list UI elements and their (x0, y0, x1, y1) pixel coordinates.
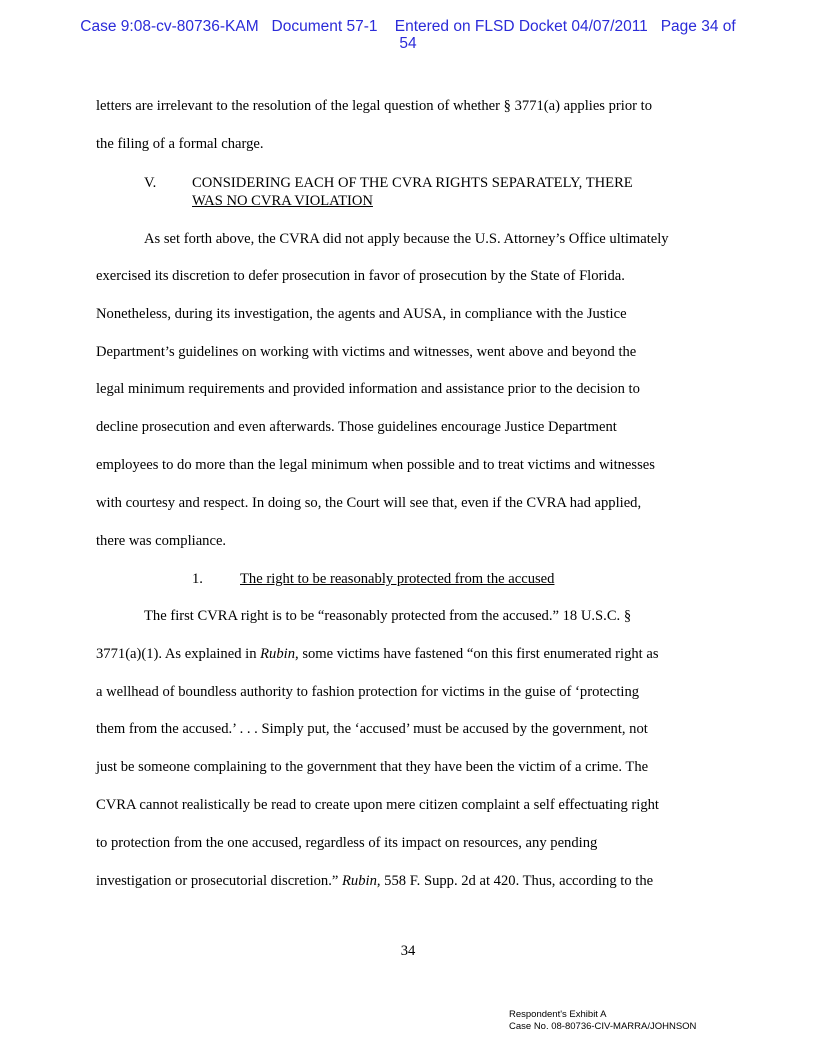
body-line: a wellhead of boundless authority to fashion protection for victims in the guise of ‘protecting (96, 684, 640, 700)
body-line: employees to do more than the legal minimum when possible and to treat victims and witnesses (96, 457, 655, 473)
docket-header (0, 18, 816, 52)
body-line: to protection from the one accused, regardless of its impact on resources, any pending (96, 835, 598, 851)
subsection-title: The right to be reasonably protected from the accused (240, 571, 555, 587)
case-citation: Rubin (260, 646, 296, 662)
body-line: legal minimum requirements and provided information and assistance prior to the decision to (96, 381, 640, 397)
case-number: Case No. 08-80736-CIV-MARRA/JOHNSON (509, 1020, 697, 1032)
case-citation: Rubin (342, 873, 377, 889)
body-line: just be someone complaining to the government that they have been the victim of a crime. The (96, 759, 649, 775)
body-line: the filing of a formal charge. (96, 136, 264, 152)
text-run: , some victims have fastened “on this first enumerated right as (295, 646, 659, 662)
body-line: decline prosecution and even afterwards. Those guidelines encourage Justice Department (96, 419, 617, 435)
docket-header-line2: 54 (399, 35, 417, 52)
text-run: 3771(a)(1). As explained in (96, 646, 261, 662)
subsection-number: 1. (192, 571, 203, 587)
text-run: , 558 F. Supp. 2d at 420. Thus, according to the (376, 873, 654, 889)
section-number: V. (144, 175, 157, 191)
body-line: exercised its discretion to defer prosecution in favor of prosecution by the State of Florida. (96, 268, 625, 284)
exhibit-label: Respondent's Exhibit A (509, 1009, 607, 1020)
body-line: letters are irrelevant to the resolution of the legal question of whether § 3771(a) applies prior to (96, 98, 653, 114)
section-heading-line2: WAS NO CVRA VIOLATION (192, 193, 373, 209)
body-line: there was compliance. (96, 533, 227, 549)
body-line (96, 645, 659, 663)
body-line: The first CVRA right is to be “reasonably protected from the accused.” 18 U.S.C. § (144, 608, 632, 624)
body-line (96, 872, 653, 890)
body-line: them from the accused.’ . . . Simply put, the ‘accused’ must be accused by the government, not (96, 721, 648, 737)
section-heading-line1: CONSIDERING EACH OF THE CVRA RIGHTS SEPARATELY, THERE (192, 175, 633, 191)
text-run: investigation or prosecutorial discretion.” (96, 873, 342, 889)
body-line: As set forth above, the CVRA did not apply because the U.S. Attorney’s Office ultimately (144, 231, 669, 247)
exhibit-footer (509, 1009, 696, 1032)
page-number: 34 (400, 943, 416, 959)
body-line: Nonetheless, during its investigation, the agents and AUSA, in compliance with the Justice (96, 306, 627, 322)
body-line: Department’s guidelines on working with victims and witnesses, went above and beyond the (96, 344, 637, 360)
body-line: with courtesy and respect. In doing so, the Court will see that, even if the CVRA had applied, (96, 495, 642, 511)
docket-header-line1: Case 9:08-cv-80736-KAM Document 57-1 Entered on FLSD Docket 04/07/2011 Page 34 of (80, 18, 736, 35)
body-line: CVRA cannot realistically be read to create upon mere citizen complaint a self effectuating right (96, 797, 659, 813)
